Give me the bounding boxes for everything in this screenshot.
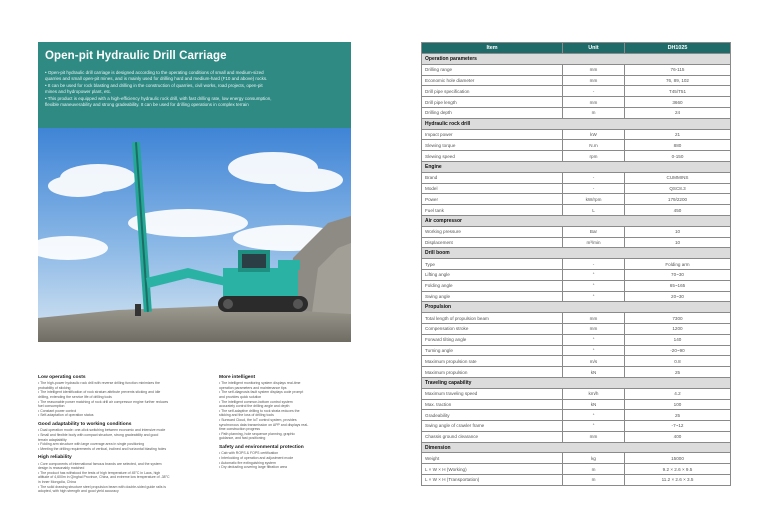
spec-row bbox=[422, 388, 731, 399]
spec-section-row bbox=[422, 442, 731, 453]
feature-line: • Cab with ROPS & FOPS certification bbox=[219, 451, 279, 456]
feature-line: accurately control the drilling angle and depth bbox=[219, 404, 290, 409]
feature-line: altitude of 4,600m in Qinghai Province, China, and extreme low temperature of -38°C bbox=[38, 475, 170, 480]
spec-value: 25 bbox=[625, 367, 731, 378]
spec-value: 7300 bbox=[625, 313, 731, 324]
spec-unit: Bar bbox=[563, 226, 625, 237]
spec-row bbox=[422, 453, 731, 464]
feature-line: operation parameters and maintenance tips bbox=[219, 385, 287, 390]
spec-row bbox=[422, 151, 731, 162]
spec-item: Drill pipe length bbox=[422, 97, 563, 108]
spec-unit: kN bbox=[563, 367, 625, 378]
spec-value: 3660 bbox=[625, 97, 731, 108]
spec-row bbox=[422, 334, 731, 345]
spec-unit: rpm bbox=[563, 151, 625, 162]
spec-item: Compensation stroke bbox=[422, 323, 563, 334]
spec-item: Model bbox=[422, 183, 563, 194]
section-label: Dimension bbox=[422, 442, 731, 453]
spec-unit: mm bbox=[563, 323, 625, 334]
spec-row bbox=[422, 313, 731, 324]
spec-value: 24 bbox=[625, 107, 731, 118]
intro-line: quarries and small open-pit mines, and is mainly used for drilling hard and medium-hard (F10 and above) rocks. bbox=[45, 76, 268, 82]
feature-line: • The high-power hydraulic rock drill with reverse drilling function minimizes the bbox=[38, 381, 160, 386]
spec-value: 65~165 bbox=[625, 280, 731, 291]
spec-row bbox=[422, 345, 731, 356]
spec-item: Chassis ground clearance bbox=[422, 431, 563, 442]
spec-section-row bbox=[422, 248, 731, 259]
spec-row bbox=[422, 237, 731, 248]
feature-block bbox=[219, 375, 351, 441]
feature-line: • Sunward Cloud, the IoT control system, provides bbox=[219, 418, 297, 423]
features-column-right bbox=[219, 375, 351, 474]
spec-item: Total length of propulsion beam bbox=[422, 313, 563, 324]
spec-unit: kW bbox=[563, 129, 625, 140]
hero-header bbox=[38, 42, 351, 128]
feature-line: time construction progress bbox=[219, 427, 261, 432]
spec-row bbox=[422, 86, 731, 97]
feature-line: • The product has withstood the tests of high temperature of 45°C in Laos, high bbox=[38, 470, 161, 475]
feature-line: • Interlocking of operation and adjustment mode bbox=[219, 455, 294, 460]
spec-item: Displacement bbox=[422, 237, 563, 248]
header-model: DH1025 bbox=[625, 43, 731, 54]
spec-value: 179/2200 bbox=[625, 194, 731, 205]
feature-line: • Dry dedusting covering large filtration area bbox=[219, 465, 287, 470]
feature-line: sticking and the loss of drilling tools bbox=[219, 413, 274, 418]
spec-value: 20~30 bbox=[625, 291, 731, 302]
spec-row bbox=[422, 431, 731, 442]
spec-item: Turning angle bbox=[422, 345, 563, 356]
header-item: Item bbox=[422, 43, 563, 54]
spec-value: 450 bbox=[625, 205, 731, 216]
feature-title: Good adaptability to working conditions bbox=[38, 422, 132, 428]
spec-row bbox=[422, 75, 731, 86]
spec-value: 4.2 bbox=[625, 388, 731, 399]
section-label: Traveling capability bbox=[422, 377, 731, 388]
feature-title: More intelligent bbox=[219, 375, 256, 380]
spec-unit: mm bbox=[563, 97, 625, 108]
spec-row bbox=[422, 107, 731, 118]
spec-row bbox=[422, 323, 731, 334]
spec-section-row bbox=[422, 377, 731, 388]
feature-line: • Small and flexible body with compact structure, strong gradeability and good bbox=[38, 432, 159, 437]
spec-unit: - bbox=[563, 259, 625, 270]
spec-item: Fuel tank bbox=[422, 205, 563, 216]
feature-line: • The self-adaptive drilling to rock strata reduces the bbox=[219, 408, 300, 413]
spec-row bbox=[422, 367, 731, 378]
spec-unit: kN bbox=[563, 399, 625, 410]
spec-unit: ° bbox=[563, 334, 625, 345]
spec-unit: - bbox=[563, 172, 625, 183]
feature-title: High reliability bbox=[38, 455, 72, 461]
spec-row bbox=[422, 226, 731, 237]
feature-line: terrain adaptability bbox=[38, 437, 67, 442]
spec-unit: - bbox=[563, 86, 625, 97]
spec-row bbox=[422, 183, 731, 194]
spec-item: Swing angle bbox=[422, 291, 563, 302]
feature-line: fuel consumption bbox=[38, 404, 65, 409]
spec-value: -20~90 bbox=[625, 345, 731, 356]
spec-section-row bbox=[422, 302, 731, 313]
intro-line: mines and hydropower plant, etc. bbox=[45, 89, 112, 95]
spec-item: Folding angle bbox=[422, 280, 563, 291]
spec-value: 140 bbox=[625, 334, 731, 345]
spec-item: Brand bbox=[422, 172, 563, 183]
spec-unit: ° bbox=[563, 280, 625, 291]
spec-unit: ° bbox=[563, 345, 625, 356]
spec-row bbox=[422, 280, 731, 291]
feature-line: • The reasonable power matching of rock drill air compressor engine further reduces bbox=[38, 399, 169, 404]
spec-item: Gradeability bbox=[422, 410, 563, 421]
spec-section-row bbox=[422, 118, 731, 129]
spec-unit: m³/min bbox=[563, 237, 625, 248]
spec-unit: mm bbox=[563, 431, 625, 442]
intro-line: • It can be used for rock blasting and drilling in the construction of quarries, civil works, road projects, open-pit bbox=[45, 82, 263, 88]
section-label: Propulsion bbox=[422, 302, 731, 313]
spec-section-row bbox=[422, 54, 731, 65]
spec-row bbox=[422, 475, 731, 486]
spec-value: 400 bbox=[625, 431, 731, 442]
brochure-left-page bbox=[38, 42, 351, 494]
spec-value: 21 bbox=[625, 129, 731, 140]
spec-value: 76-115 bbox=[625, 64, 731, 75]
spec-unit: mm bbox=[563, 64, 625, 75]
spec-unit: kW/rpm bbox=[563, 194, 625, 205]
feature-line: and provides quick solution bbox=[219, 395, 262, 400]
spec-item: Economic hole diameter bbox=[422, 75, 563, 86]
spec-unit: m bbox=[563, 464, 625, 475]
spec-item: Slewing torque bbox=[422, 140, 563, 151]
intro-line: • This product is equipped with a high-efficiency hydraulic rock drill, with fast drilling rate, low energy consumption, bbox=[45, 95, 272, 101]
spec-unit: kg bbox=[563, 453, 625, 464]
intro-line: • Open-pit hydraulic drill carriage is designed according to the operating conditions of small and medium-sized bbox=[45, 70, 264, 75]
spec-row bbox=[422, 464, 731, 475]
page-title: Open-pit Hydraulic Drill Carriage bbox=[45, 50, 227, 62]
spec-row bbox=[422, 140, 731, 151]
feature-line: design is reasonably matched bbox=[38, 466, 85, 471]
feature-line: synchronous data transmission on APP and displays real- bbox=[219, 422, 309, 427]
spec-unit: ° bbox=[563, 269, 625, 280]
spec-item: Drilling range bbox=[422, 64, 563, 75]
spec-item: Maximum propulsion bbox=[422, 367, 563, 378]
spec-item: Slewing speed bbox=[422, 151, 563, 162]
spec-row bbox=[422, 97, 731, 108]
feature-line: • The self-diagnosis fault system displays code prompt bbox=[219, 390, 304, 395]
spec-value: 100 bbox=[625, 399, 731, 410]
spec-unit: L bbox=[563, 205, 625, 216]
spec-unit: m bbox=[563, 107, 625, 118]
spec-row bbox=[422, 399, 731, 410]
feature-block bbox=[38, 422, 170, 451]
spec-unit: mm bbox=[563, 75, 625, 86]
header-unit: Unit bbox=[563, 43, 625, 54]
spec-unit: mm bbox=[563, 313, 625, 324]
spec-row bbox=[422, 356, 731, 367]
spec-value: 10 bbox=[625, 226, 731, 237]
feature-title: Safety and environmental protection bbox=[219, 445, 304, 451]
spec-item: L × W × H (Working) bbox=[422, 464, 563, 475]
spec-item: Maximum traveling speed bbox=[422, 388, 563, 399]
feature-line: • The solid drawing structure steel propulsion beam with double-sided guide rails is bbox=[38, 484, 167, 489]
section-label: Drill boom bbox=[422, 248, 731, 259]
spec-item: Maximum propulsion rate bbox=[422, 356, 563, 367]
feature-block bbox=[38, 375, 170, 418]
spec-value: 0-150 bbox=[625, 151, 731, 162]
spec-item: Max. traction bbox=[422, 399, 563, 410]
spec-unit: ° bbox=[563, 410, 625, 421]
spec-item: L × W × H (Transportation) bbox=[422, 475, 563, 486]
spec-row bbox=[422, 194, 731, 205]
feature-line: • Path planning, hole sequence planning, graphic bbox=[219, 431, 295, 436]
feature-line: • Constant power control bbox=[38, 408, 77, 413]
spec-value: 0.8 bbox=[625, 356, 731, 367]
spec-item: Forward tilting angle bbox=[422, 334, 563, 345]
feature-line: • The intelligent common-bottom control system bbox=[219, 399, 293, 404]
spec-unit: km/h bbox=[563, 388, 625, 399]
spec-section-row bbox=[422, 161, 731, 172]
spec-item: Type bbox=[422, 259, 563, 270]
feature-line: • Core components of international famous brands are selected, and the system bbox=[38, 461, 162, 466]
spec-value: -7~12 bbox=[625, 421, 731, 432]
spec-item: Power bbox=[422, 194, 563, 205]
spec-value: T45/T51 bbox=[625, 86, 731, 97]
spec-value: 880 bbox=[625, 140, 731, 151]
spec-value: 15000 bbox=[625, 453, 731, 464]
feature-line: guidance, and fast positioning bbox=[219, 436, 266, 441]
spec-item: Impact power bbox=[422, 129, 563, 140]
features-column-left bbox=[38, 375, 170, 498]
spec-item: Working pressure bbox=[422, 226, 563, 237]
spec-unit: ° bbox=[563, 421, 625, 432]
spec-value: 25 bbox=[625, 410, 731, 421]
spec-section-row bbox=[422, 215, 731, 226]
spec-item: Drilling depth bbox=[422, 107, 563, 118]
feature-line: adopted, with high strength and good yield accuracy bbox=[38, 489, 119, 494]
spec-row bbox=[422, 64, 731, 75]
spec-value: 11.2 × 2.6 × 3.5 bbox=[625, 475, 731, 486]
spec-value: QSC8.3 bbox=[625, 183, 731, 194]
spec-row bbox=[422, 269, 731, 280]
drill-carriage-photo bbox=[38, 128, 351, 342]
spec-value: CUMMINS bbox=[625, 172, 731, 183]
section-label: Operation parameters bbox=[422, 54, 731, 65]
spec-row bbox=[422, 410, 731, 421]
section-label: Engine bbox=[422, 161, 731, 172]
intro-text bbox=[45, 70, 344, 108]
spec-unit: - bbox=[563, 183, 625, 194]
spec-value: 10 bbox=[625, 237, 731, 248]
spec-value: Folding arm bbox=[625, 259, 731, 270]
section-label: Air compressor bbox=[422, 215, 731, 226]
spec-row bbox=[422, 291, 731, 302]
feature-title: Low operating costs bbox=[38, 375, 86, 380]
spec-item: Weight bbox=[422, 453, 563, 464]
spec-item: Swing angle of crawler frame bbox=[422, 421, 563, 432]
feature-block bbox=[219, 445, 351, 470]
feature-line: • Meeting the drilling requirements of vertical, inclined and horizontal blasting holes bbox=[38, 446, 167, 451]
spec-row bbox=[422, 172, 731, 183]
spec-row bbox=[422, 205, 731, 216]
section-label: Hydraulic rock drill bbox=[422, 118, 731, 129]
spec-table bbox=[421, 42, 731, 486]
feature-line: • The intelligent monitoring system displays real-time bbox=[219, 381, 301, 386]
feature-line: • Self-adaptation of operation status bbox=[38, 413, 94, 418]
feature-line: in Inner Mongolia, China bbox=[38, 479, 76, 484]
feature-line: • Automatic fire extinguishing system bbox=[219, 460, 276, 465]
feature-line: probability of sticking bbox=[38, 385, 71, 390]
spec-item: Drill pipe specification bbox=[422, 86, 563, 97]
spec-unit: m/s bbox=[563, 356, 625, 367]
feature-line: • Dual operation mode: one-click switching between economic and intensive mode bbox=[38, 428, 166, 433]
spec-value: 9.2 × 2.6 × 9.5 bbox=[625, 464, 731, 475]
feature-line: drilling, extending the service life of drilling tools bbox=[38, 395, 112, 400]
spec-row bbox=[422, 129, 731, 140]
spec-row bbox=[422, 259, 731, 270]
spec-item: Lifting angle bbox=[422, 269, 563, 280]
spec-row bbox=[422, 421, 731, 432]
spec-table-header bbox=[422, 43, 731, 54]
spec-unit: N.m bbox=[563, 140, 625, 151]
drill-carriage-illustration bbox=[38, 128, 351, 342]
feature-line: • Folding arm structure with large coverage area in single positioning bbox=[38, 442, 145, 447]
spec-value: 70~30 bbox=[625, 269, 731, 280]
feature-line: • The intelligent identification of rock stratum attribute prevents sticking and idle bbox=[38, 390, 161, 395]
intro-line: flexible maneuverability and strong gradeability. It can be used for drilling operations in complex terrain bbox=[45, 102, 249, 108]
spec-value: 76, 89, 102 bbox=[625, 75, 731, 86]
spec-unit: m bbox=[563, 475, 625, 486]
feature-block bbox=[38, 455, 170, 493]
spec-unit: ° bbox=[563, 291, 625, 302]
spec-value: 1200 bbox=[625, 323, 731, 334]
